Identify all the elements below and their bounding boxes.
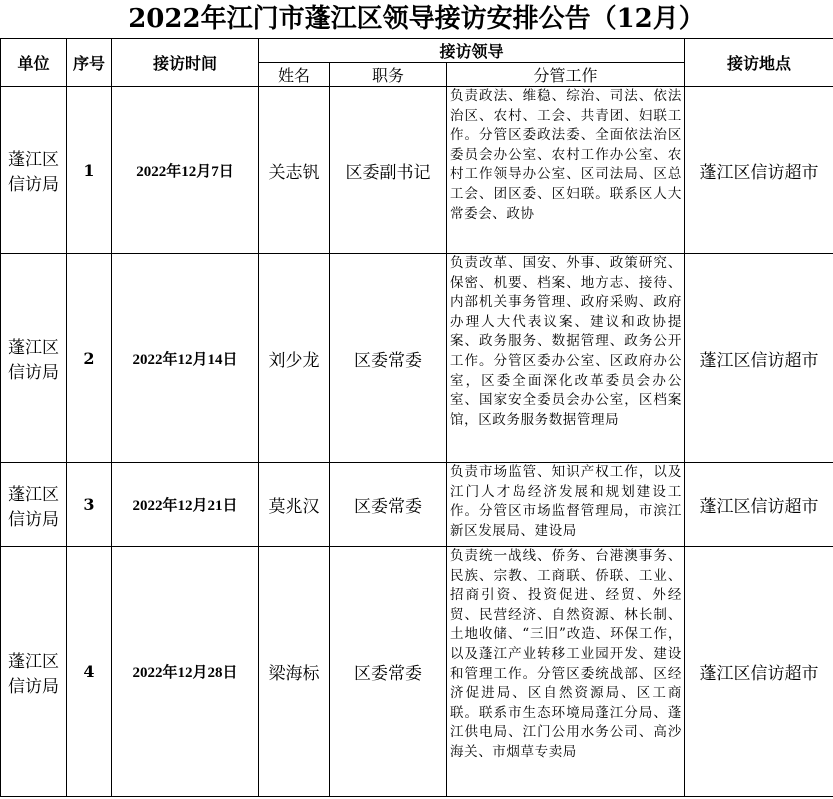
name-cell: 梁海标 <box>259 547 330 797</box>
header-seq: 序号 <box>67 39 112 87</box>
header-row <box>1 39 833 63</box>
header-position: 职务 <box>330 63 447 87</box>
unit-cell: 蓬江区信访局 <box>1 463 67 547</box>
date-cell: 2022年12月14日 <box>112 254 259 463</box>
place-cell: 蓬江区信访超市 <box>685 463 833 547</box>
header-time: 接访时间 <box>112 39 259 87</box>
table-row <box>1 463 833 547</box>
place-cell: 蓬江区信访超市 <box>685 254 833 463</box>
unit-cell: 蓬江区信访局 <box>1 87 67 254</box>
header-duties: 分管工作 <box>447 63 685 87</box>
duties-cell: 负责政法、维稳、综治、司法、依法治区、农村、工会、共青团、妇联工作。分管区委政法委、全面依法治区委员会办公室、农村工作办公室、农村工作领导办公室、区司法局、区总工会、团区委、区妇联。联系区人大常委会、政协 <box>447 87 685 254</box>
position-cell: 区委常委 <box>330 463 447 547</box>
unit-cell: 蓬江区信访局 <box>1 547 67 797</box>
header-place: 接访地点 <box>685 39 833 87</box>
header-unit: 单位 <box>1 39 67 87</box>
reception-schedule-table <box>0 38 833 797</box>
seq-cell: 3 <box>67 463 112 547</box>
duties-cell: 负责改革、国安、外事、政策研究、保密、机要、档案、地方志、接待、内部机关事务管理、政府采购、政府办理人大代表议案、建议和政协提案、政务服务、数据管理、政务公开工作。分管区委办公室、区政府办公室，区委全面深化改革委员会办公室、国家安全委员会办公室，区档案馆，区政务服务数据管理局 <box>447 254 685 463</box>
seq-cell: 1 <box>67 87 112 254</box>
date-cell: 2022年12月28日 <box>112 547 259 797</box>
place-cell: 蓬江区信访超市 <box>685 87 833 254</box>
seq-cell: 2 <box>67 254 112 463</box>
duties-cell: 负责市场监管、知识产权工作，以及江门人才岛经济发展和规划建设工作。分管区市场监督管理局，市滨江新区发展局、建设局 <box>447 463 685 547</box>
table-row <box>1 254 833 463</box>
date-cell: 2022年12月7日 <box>112 87 259 254</box>
position-cell: 区委副书记 <box>330 87 447 254</box>
place-cell: 蓬江区信访超市 <box>685 547 833 797</box>
seq-cell: 4 <box>67 547 112 797</box>
header-leader-group: 接访领导 <box>259 39 685 63</box>
table-row <box>1 87 833 254</box>
date-cell: 2022年12月21日 <box>112 463 259 547</box>
header-name: 姓名 <box>259 63 330 87</box>
name-cell: 莫兆汉 <box>259 463 330 547</box>
name-cell: 刘少龙 <box>259 254 330 463</box>
duties-cell: 负责统一战线、侨务、台港澳事务、民族、宗教、工商联、侨联、工业、招商引资、投资促进、经贸、外经贸、民营经济、自然资源、林长制、土地收储、“三旧”改造、环保工作，以及蓬江产业转移工业园开发、建设和管理工作。分管区委统战部、区经济促进局、区自然资源局、区工商联。联系市生态环境局蓬江分局、蓬江供电局、江门公用水务公司、高沙海关、市烟草专卖局 <box>447 547 685 797</box>
position-cell: 区委常委 <box>330 547 447 797</box>
unit-cell: 蓬江区信访局 <box>1 254 67 463</box>
page-title: 2022年江门市蓬江区领导接访安排公告（12月） <box>128 4 705 34</box>
name-cell: 关志钒 <box>259 87 330 254</box>
table-row <box>1 547 833 797</box>
position-cell: 区委常委 <box>330 254 447 463</box>
